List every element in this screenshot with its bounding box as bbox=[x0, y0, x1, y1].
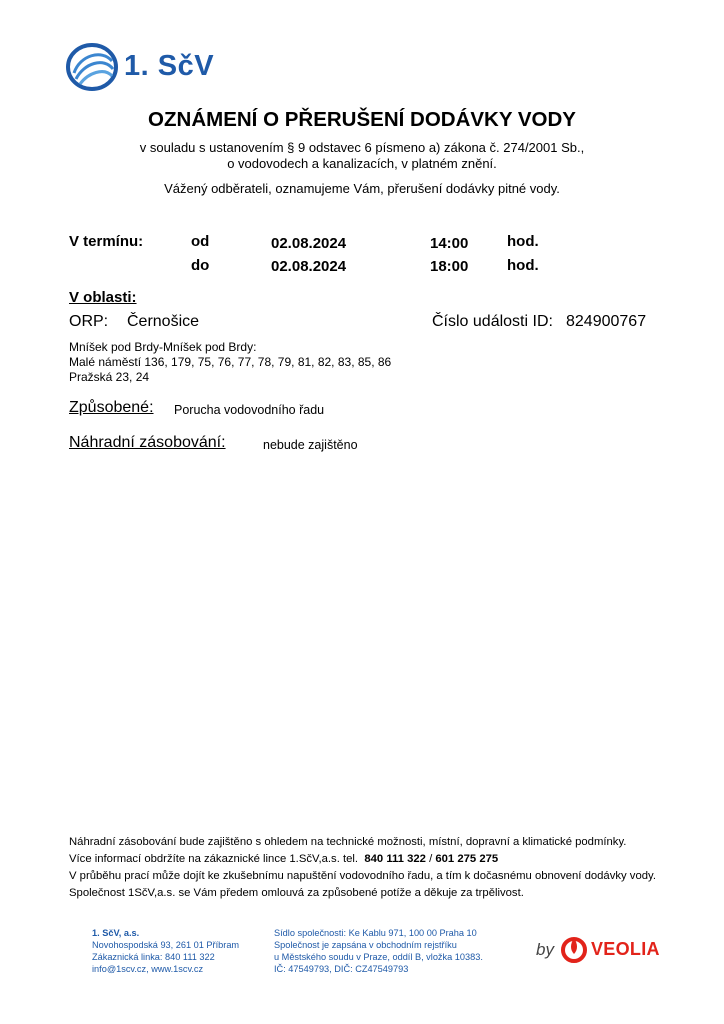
footer-note-2 bbox=[69, 853, 498, 865]
footer-note-3: V průběhu prací může dojít ke zkušebnímu napuštění vodovodního řadu, a tím k dočasnému obnovení dodávky vody. bbox=[69, 870, 656, 882]
veolia-logo-text: VEOLIA bbox=[591, 939, 660, 959]
legal-reference-line1: v souladu s ustanovením § 9 odstavec 6 písmeno a) zákona č. 274/2001 Sb., bbox=[139, 140, 585, 155]
veolia-by-text: by bbox=[536, 940, 554, 959]
registration-line1: Sídlo společnosti: Ke Kablu 971, 100 00 Praha 10 bbox=[274, 928, 477, 938]
term-to-unit: hod. bbox=[507, 257, 539, 274]
location-line1: Mníšek pod Brdy-Mníšek pod Brdy: bbox=[69, 340, 257, 354]
company-hotline: Zákaznická linka: 840 111 322 bbox=[92, 952, 215, 962]
company-contact bbox=[92, 927, 239, 975]
orp-label: ORP: bbox=[69, 313, 109, 330]
swirl-logo-icon bbox=[66, 43, 118, 91]
term-from-time: 14:00 bbox=[430, 235, 469, 252]
area-label: V oblasti: bbox=[69, 289, 137, 306]
hotline-phone-2: 601 275 275 bbox=[435, 853, 499, 865]
registration-line2: Společnost je zapsána v obchodním rejstříku bbox=[274, 940, 457, 950]
veolia-logo-icon bbox=[560, 934, 588, 964]
greeting-text: Vážený odběrateli, oznamujeme Vám, přerušení dodávky pitné vody. bbox=[164, 181, 560, 196]
term-from-unit: hod. bbox=[507, 233, 539, 250]
hotline-phone-1: 840 111 322 bbox=[364, 853, 426, 865]
term-to-label: do bbox=[191, 257, 210, 274]
term-to-time: 18:00 bbox=[430, 258, 469, 275]
phone-separator: / bbox=[429, 853, 433, 865]
footer-note-2-text: Více informací obdržíte na zákaznické lince 1.SčV,a.s. tel. bbox=[69, 853, 359, 865]
orp-value: Černošice bbox=[127, 313, 200, 330]
company-logo-text: 1. SčV bbox=[124, 50, 215, 82]
term-from-date: 02.08.2024 bbox=[271, 235, 347, 252]
footer-note-1: Náhradní zásobování bude zajištěno s ohledem na technické možnosti, místní, dopravní a klimatické podmínky. bbox=[69, 836, 627, 848]
company-name: 1. SčV, a.s. bbox=[92, 928, 140, 938]
location-line2: Malé náměstí 136, 179, 75, 76, 77, 78, 79, 81, 82, 83, 85, 86 bbox=[69, 355, 392, 369]
event-id-label: Číslo události ID: bbox=[432, 313, 553, 330]
registration-line3: u Městského soudu v Praze, oddíl B, vložka 10383. bbox=[274, 952, 483, 962]
registration-line4: IČ: 47549793, DIČ: CZ47549793 bbox=[274, 964, 409, 974]
company-registration bbox=[274, 927, 483, 975]
company-address: Novohospodská 93, 261 01 Příbram bbox=[92, 940, 240, 950]
company-web: info@1scv.cz, www.1scv.cz bbox=[92, 964, 204, 974]
legal-reference-line2: o vodovodech a kanalizacích, v platném znění. bbox=[227, 156, 497, 171]
term-label: V termínu: bbox=[69, 233, 144, 250]
term-from-label: od bbox=[191, 233, 210, 250]
event-id-value: 824900767 bbox=[566, 313, 647, 330]
cause-value: Porucha vodovodního řadu bbox=[174, 403, 325, 417]
cause-label: Způsobené: bbox=[69, 399, 154, 416]
footer-note-4: Společnost 1SčV,a.s. se Vám předem omlouvá za způsobené potíže a děkuje za trpělivost. bbox=[69, 887, 524, 899]
term-to-date: 02.08.2024 bbox=[271, 258, 347, 275]
replacement-label: Náhradní zásobování: bbox=[69, 434, 226, 451]
page-title: OZNÁMENÍ O PŘERUŠENÍ DODÁVKY VODY bbox=[148, 108, 576, 131]
replacement-value: nebude zajištěno bbox=[263, 438, 358, 452]
location-line3: Pražská 23, 24 bbox=[69, 370, 150, 384]
